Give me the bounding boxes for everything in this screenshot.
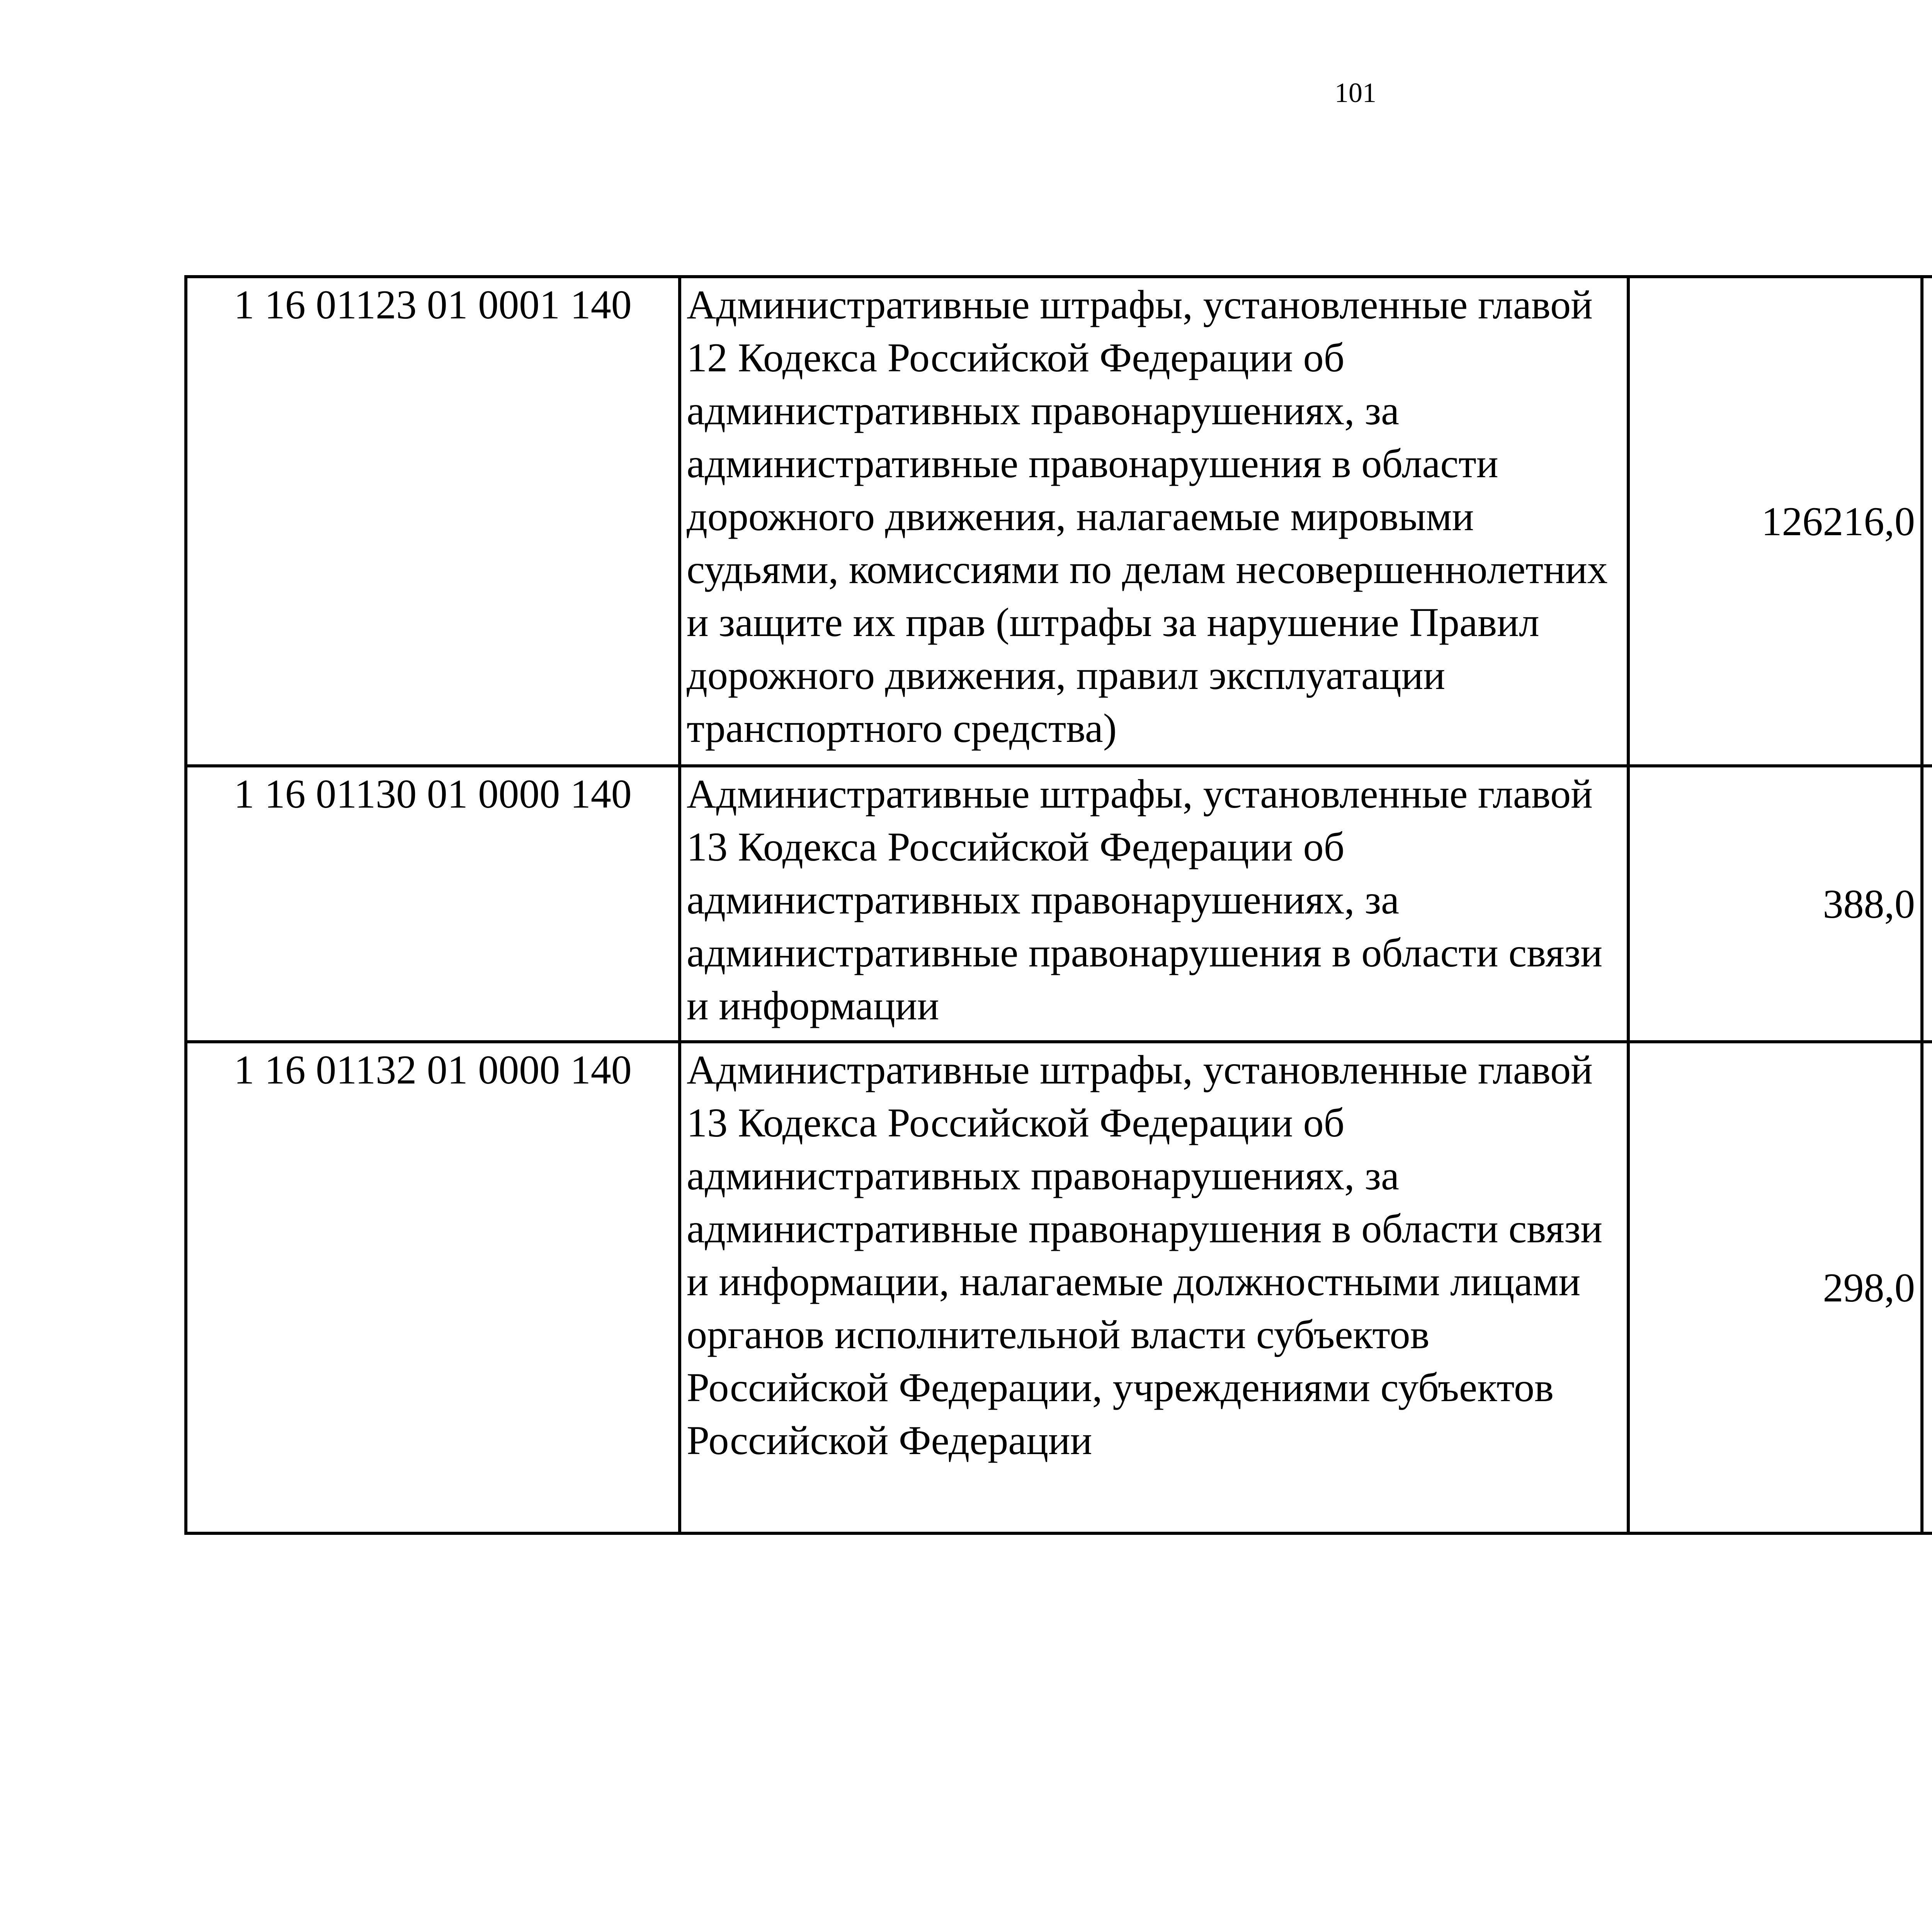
description-cell: Административные штрафы, установленные главой 12 Кодекса Российской Федерации об административных правонарушениях, за административные правонарушения в области дорожного движения, налагаемые мировыми судьями, комиссиями по делам несовершеннолетних и защите их прав (штрафы за нарушение Правил дорожного движения, правил эксплуатации транспортного средства) [680, 277, 1628, 766]
budget-code-cell: 1 16 01123 01 0001 140 [186, 277, 680, 766]
value-cell-year-2 [1922, 1042, 1932, 1533]
value-cell-year-1: 298,0 [1628, 1042, 1922, 1533]
value-cell-year-1: 126216,0 [1628, 277, 1922, 766]
table-row [186, 766, 1932, 1042]
description-cell: Административные штрафы, установленные главой 13 Кодекса Российской Федерации об административных правонарушениях, за административные правонарушения в области связи и информации, налагаемые должностными лицами органов исполнительной власти субъектов Российской Федерации, учреждениями субъектов Российской Федерации [680, 1042, 1628, 1533]
budget-code-cell: 1 16 01130 01 0000 140 [186, 766, 680, 1042]
description-cell: Административные штрафы, установленные главой 13 Кодекса Российской Федерации об административных правонарушениях, за административные правонарушения в области связи и информации [680, 766, 1628, 1042]
value-cell-year-2 [1922, 277, 1932, 766]
table-row [186, 1042, 1932, 1533]
budget-code-cell: 1 16 01132 01 0000 140 [186, 1042, 680, 1533]
value-cell-year-2 [1922, 766, 1932, 1042]
budget-table [184, 275, 1932, 1535]
page-number: 101 [1335, 77, 1376, 108]
value-cell-year-1: 388,0 [1628, 766, 1922, 1042]
table-row [186, 277, 1932, 766]
